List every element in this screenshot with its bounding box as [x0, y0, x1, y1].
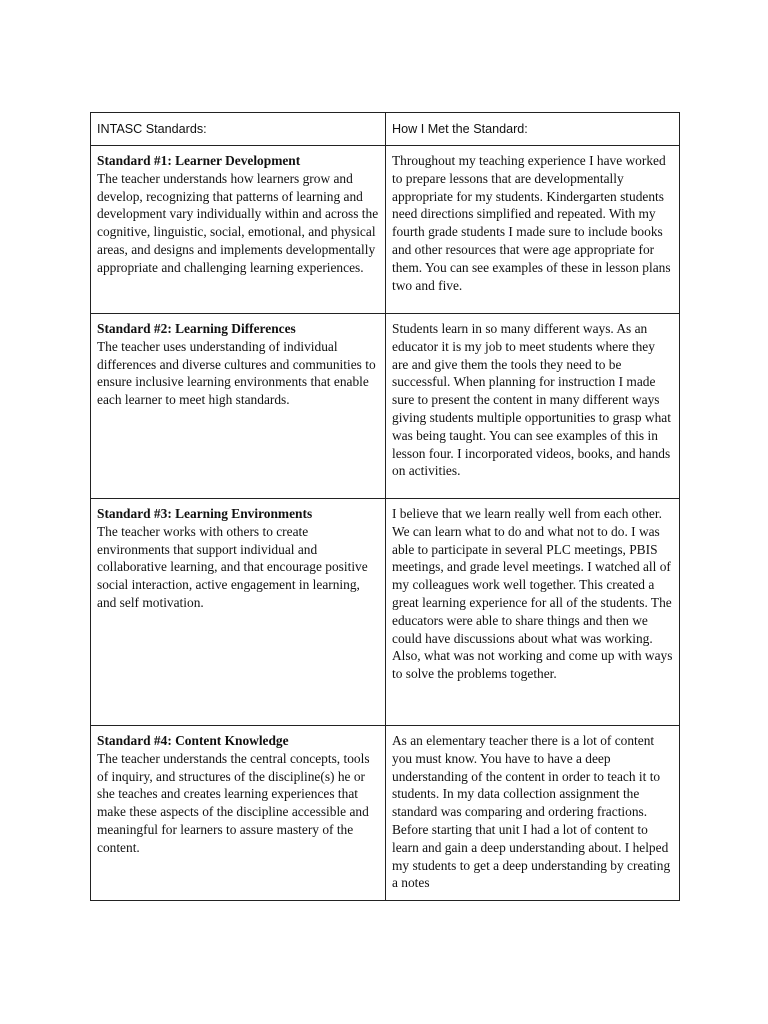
table-row [91, 314, 680, 499]
intasc-standards-table [90, 112, 680, 901]
table-header-row [91, 113, 680, 146]
response-cell: I believe that we learn really well from each other. We can learn what to do and what not to do. I was able to participate in several PLC meetings, PBIS meetings, and grade level meetings. I watched all of my colleagues work well together. This created a great learning experience for all of the students. The educators were able to share things and then we could have discussions about what was working. Also, what was not working and come up with ways to solve the problems together. [386, 499, 680, 726]
response-cell: Throughout my teaching experience I have worked to prepare lessons that are developmentally appropriate for my students. Kindergarten students need directions simplified and repeated. With my fourth grade students I made sure to include books and other resources that were age appropriate for them. You can see examples of these in lesson plans two and five. [386, 146, 680, 314]
standard-title: Standard #4: Content Knowledge [97, 733, 289, 748]
standard-cell [91, 146, 386, 314]
standard-cell [91, 499, 386, 726]
standard-description: The teacher understands how learners grow and develop, recognizing that patterns of learning and development vary individually within and across the cognitive, linguistic, social, emotional, and physical areas, and designs and implements developmentally appropriate and challenging learning experiences. [97, 170, 379, 275]
standard-cell [91, 726, 386, 901]
standard-cell [91, 314, 386, 499]
standard-title: Standard #1: Learner Development [97, 153, 301, 168]
standard-description: The teacher understands the central concepts, tools of inquiry, and structures of the discipline(s) he or she teaches and creates learning experiences that make these aspects of the discipline accessible and meaningful for learners to assure mastery of the content. [97, 750, 370, 855]
response-cell: Students learn in so many different ways. As an educator it is my job to meet students where they are and give them the tools they need to be successful. When planning for instruction I made sure to present the content in many different ways giving students multiple opportunities to grasp what was being taught. You can see examples of this in lesson four. I incorporated videos, books, and hands on activities. [386, 314, 680, 499]
table-row [91, 146, 680, 314]
standard-description: The teacher works with others to create environments that support individual and collaborative learning, and that encourage positive social interaction, active engagement in learning, and self motivation. [97, 523, 368, 610]
header-how-i-met: How I Met the Standard: [386, 113, 680, 146]
standard-title: Standard #3: Learning Environments [97, 506, 313, 521]
table-row [91, 726, 680, 901]
standard-description: The teacher uses understanding of individual differences and diverse cultures and communities to ensure inclusive learning environments that enable each learner to meet high standards. [97, 338, 376, 408]
header-intasc-standards: INTASC Standards: [91, 113, 386, 146]
table-row [91, 499, 680, 726]
response-cell: As an elementary teacher there is a lot of content you must know. You have to have a deep understanding of the content in order to teach it to students. In my data collection assignment the standard was comparing and ordering fractions. Before starting that unit I had a lot of content to learn and gain a deep understanding about. I helped my students to get a deep understanding by creating a notes [386, 726, 680, 901]
standard-title: Standard #2: Learning Differences [97, 321, 296, 336]
